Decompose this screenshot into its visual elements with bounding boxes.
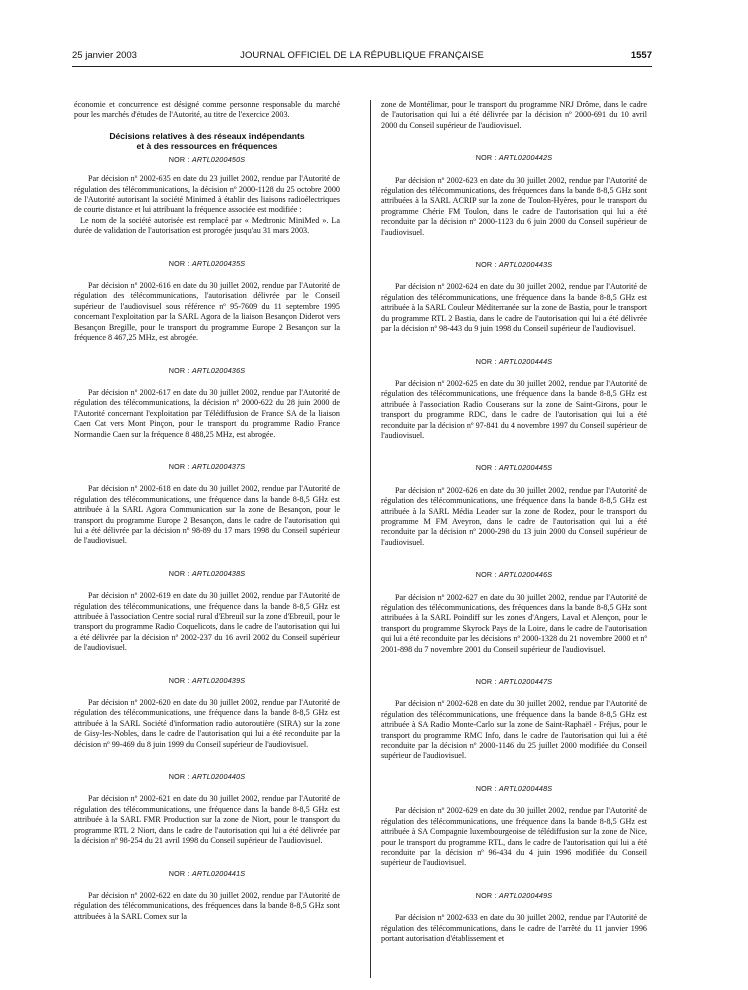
nor-label: NOR : (475, 463, 497, 473)
issue-date: 25 janvier 2003 (72, 50, 137, 61)
nor-label: NOR : (475, 356, 497, 366)
nor-code: ARTL0200442S (498, 153, 553, 163)
nor-reference (74, 869, 340, 879)
nor-code: ARTL0200437S (191, 461, 246, 471)
decision-paragraph: Par décision nº 2002-623 en date du 30 juillet 2002, rendue par l'Autorité de régulation des télécommunications, des fréquences dans la bande 8-8,5 GHz sont attribuées à la SARL ACRIP sur la zone de Toulon-Hyères, pour le transport du programme Chérie FM Toulon, dans le cadre de l'autorisation qui lui a été reconduite par la décision nº 2000-1123 du 6 juin 2000 du Conseil supérieur de l'audiovisuel. (381, 175, 647, 237)
section-title-line: Décisions relatives à des réseaux indépendants (109, 130, 305, 141)
nor-reference (74, 259, 340, 269)
nor-reference (381, 570, 647, 580)
nor-label: NOR : (168, 365, 190, 375)
decision-paragraph: Par décision nº 2002-617 en date du 30 juillet 2002, rendue par l'Autorité de régulation des télécommunications, la décision nº 2000-622 du 28 juin 2000 de l'Autorité concernant l'exploitation par Télédiffusion de France SA de la liaison Caen Cat vers Mont Pinçon, pour le transport du programme Radio France Normandie Caen sur la fréquence 8 488,25 MHz, est abrogée. (74, 387, 340, 439)
nor-reference (74, 676, 340, 686)
journal-title: JOURNAL OFFICIEL DE LA RÉPUBLIQUE FRANÇAISE (240, 50, 484, 61)
nor-label: NOR : (168, 772, 190, 782)
nor-code: ARTL0200436S (191, 365, 246, 375)
nor-label: NOR : (168, 461, 190, 471)
nor-label: NOR : (475, 783, 497, 793)
nor-reference (381, 677, 647, 687)
intro-paragraph: économie et concurrence est désigné comme personne responsable du marché pour les marchés d'études de l'Autorité, au titre de l'exercice 2003. (74, 100, 340, 120)
decision-paragraph: Par décision nº 2002-627 en date du 30 juillet 2002, rendue par l'Autorité de régulation des télécommunications, des fréquences dans la bande 8-8,5 GHz sont attribuées à la SARL Poindiff sur les zones d'Angers, Laval et Alençon, pour le transport du programme Skyrock Pays de la Loire, dans le cadre de l'autorisation qui lui a été reconduite par les décisions nº 2000-1328 du 21 novembre 2000 et nº 2001-898 du 7 novembre 2001 du Conseil supérieur de l'audiovisuel. (381, 592, 647, 654)
nor-label: NOR : (168, 258, 190, 268)
nor-label: NOR : (168, 154, 190, 164)
page-header (72, 50, 652, 64)
nor-code: ARTL0200449S (498, 890, 553, 900)
nor-code: ARTL0200450S (191, 154, 246, 164)
nor-reference (381, 784, 647, 794)
decision-paragraph: Par décision nº 2002-628 en date du 30 juillet 2002, rendue par l'Autorité de régulation des télécommunications, une fréquence dans la bande 8-8,5 GHz est attribuée à SA Radio Monte-Carlo sur la zone de Saint-Raphaël - Fréjus, pour le transport du programme RMC Info, dans le cadre de l'autorisation qui lui a été reconduite par la décision nº 2000-1146 du 25 juillet 2000 modifiée du Conseil supérieur de l'audiovisuel. (381, 699, 647, 761)
continued-paragraph: zone de Montélimar, pour le transport du programme NRJ Drôme, dans le cadre de l'autorisation qui lui a été délivrée par la décision nº 2000-691 du 10 avril 2000 du Conseil supérieur de l'audiovisuel. (381, 100, 647, 130)
nor-label: NOR : (168, 675, 190, 685)
decision-paragraph: Par décision nº 2002-620 en date du 30 juillet 2002, rendue par l'Autorité de régulation des télécommunications, une fréquence dans la bande 8-8,5 GHz est attribuée à la SARL Société d'information radio autoroutière (SIRA) sur la zone de Gisy-les-Nobles, dans le cadre de l'autorisation qui lui a été reconduite par la décision nº 99-469 du 8 juin 1999 du Conseil supérieur de l'audiovisuel. (74, 698, 340, 749)
nor-code: ARTL0200447S (498, 677, 553, 687)
right-column (381, 100, 647, 944)
decision-paragraph: Le nom de la société autorisée est remplacé par « Medtronic MiniMed ». La durée de validation de l'autorisation est prorogée jusqu'au 31 mars 2003. (74, 215, 340, 236)
decision-paragraph: Par décision nº 2002-619 en date du 30 juillet 2002, rendue par l'Autorité de régulation des télécommunications, une fréquence dans la bande 8-8,5 GHz est attribuée à l'association Centre social rural d'Ebreuil sur la zone d'Ebreuil, pour le transport du programme Radio Coquelicots, dans le cadre de l'autorisation qui lui a été délivrée par la décision nº 2002-237 du 16 avril 2002 du Conseil supérieur de l'audiovisuel. (74, 591, 340, 653)
nor-reference (74, 462, 340, 472)
nor-label: NOR : (475, 153, 497, 163)
decision-paragraph: Par décision nº 2002-635 en date du 23 juillet 2002, rendue par l'Autorité de régulation des télécommunications, la décision nº 2000-1128 du 25 octobre 2000 de l'Autorité autorisant la société Minimed à établir des liaisons radioélectriques de courte distance et lui attribuant la fréquence associée est modifiée : (74, 174, 340, 215)
nor-reference (381, 153, 647, 163)
nor-reference (381, 463, 647, 473)
nor-reference (74, 569, 340, 579)
nor-code: ARTL0200443S (498, 260, 553, 270)
decision-paragraph: Par décision nº 2002-622 en date du 30 juillet 2002, rendue par l'Autorité de régulation des télécommunications, des fréquences dans la bande 8-8,5 GHz sont attribuées à la SARL Comex sur la (74, 890, 340, 921)
decision-paragraph: Par décision nº 2002-629 en date du 30 juillet 2002, rendue par l'Autorité de régulation des télécommunications, une fréquence dans la bande 8-8,5 GHz est attribuée à SA Compagnie luxembourgeoise de télédiffusion sur la zone de Nice, pour le transport du programme RTL, dans le cadre de l'autorisation qui lui a été reconduite par la décision nº 96-434 du 4 juin 1996 modifiée du Conseil supérieur de l'audiovisuel. (381, 806, 647, 868)
decision-paragraph: Par décision nº 2002-621 en date du 30 juillet 2002, rendue par l'Autorité de régulation des télécommunications, une fréquence dans la bande 8-8,5 GHz est attribuée à la SARL FMR Production sur la zone de Niort, pour le transport du programme RTL 2 Niort, dans le cadre de l'autorisation qui lui a été délivrée par la décision nº 98-254 du 21 avril 1998 du Conseil supérieur de l'audiovisuel. (74, 794, 340, 846)
decision-paragraph: Par décision nº 2002-625 en date du 30 juillet 2002, rendue par l'Autorité de régulation des télécommunications, une fréquence dans la bande 8-8,5 GHz est attribuée à l'association Radio Couserans sur la zone de Saint-Girons, pour le transport du programme RDC, dans le cadre de l'autorisation qui lui a été reconduite par la décision nº 97-841 du 4 novembre 1997 du Conseil supérieur de l'audiovisuel. (381, 378, 647, 440)
section-title-line: et à des ressources en fréquences (136, 141, 278, 152)
left-column (74, 100, 340, 922)
decision-paragraph: Par décision nº 2002-633 en date du 30 juillet 2002, rendue par l'Autorité de régulation des télécommunications, dans le cadre de l'arrêté du 11 janvier 1996 portant autorisation d'établissement et (381, 913, 647, 943)
column-divider (370, 100, 371, 978)
page-number: 1557 (630, 50, 652, 61)
nor-code: ARTL0200446S (498, 570, 553, 580)
nor-label: NOR : (168, 568, 190, 578)
nor-code: ARTL0200441S (191, 868, 246, 878)
nor-reference (74, 366, 340, 376)
decision-paragraph: Par décision nº 2002-616 en date du 30 juillet 2002, rendue par l'Autorité de régulation des télécommunications, l'autorisation délivrée par le Conseil supérieur de l'audiovisuel sous référence nº 95-7609 du 11 septembre 1995 concernant l'exploitation par la SARL Agora de la liaison Besançon Diderot vers Besançon Bregille, pour le transport du programme Europe 2 Besançon sur la fréquence 8 467,25 MHz, est abrogée. (74, 281, 340, 343)
decision-paragraph: Par décision nº 2002-624 en date du 30 juillet 2002, rendue par l'Autorité de régulation des télécommunications, une fréquence dans la bande 8-8,5 GHz est attribuée à la SARL Couleur Méditerranée sur la zone de Bastia, pour le transport du programme RTL 2 Bastia, dans le cadre de l'autorisation qui lui a été délivrée par la décision nº 98-443 du 9 juin 1998 du Conseil supérieur de l'audiovisuel. (381, 282, 647, 334)
nor-reference (381, 891, 647, 901)
nor-label: NOR : (168, 868, 190, 878)
nor-label: NOR : (475, 260, 497, 270)
nor-code: ARTL0200444S (498, 356, 553, 366)
nor-code: ARTL0200440S (191, 772, 246, 782)
nor-reference (74, 772, 340, 782)
nor-reference (74, 155, 340, 165)
decision-paragraph: Par décision nº 2002-626 en date du 30 juillet 2002, rendue par l'Autorité de régulation des télécommunications, une fréquence dans la bande 8-8,5 GHz est attribuée à la SARL Média Leader sur la zone de Rodez, pour le transport du programme M FM Aveyron, dans le cadre de l'autorisation qui lui a été reconduite par la décision nº 2000-298 du 13 juin 2000 du Conseil supérieur de l'audiovisuel. (381, 485, 647, 547)
nor-reference (381, 357, 647, 367)
nor-code: ARTL0200438S (191, 568, 246, 578)
nor-label: NOR : (475, 570, 497, 580)
nor-code: ARTL0200439S (191, 675, 246, 685)
nor-code: ARTL0200448S (498, 783, 553, 793)
nor-code: ARTL0200435S (191, 258, 246, 268)
nor-label: NOR : (475, 890, 497, 900)
nor-code: ARTL0200445S (498, 463, 553, 473)
decision-paragraph: Par décision nº 2002-618 en date du 30 juillet 2002, rendue par l'Autorité de régulation des télécommunications, une fréquence dans la bande 8-8,5 GHz est attribuée à la SARL Agora Communication sur la zone de Besançon, pour le transport du programme Europe 2 Besançon, dans le cadre de l'autorisation qui lui a été délivrée par la décision nº 98-89 du 17 mars 1998 du Conseil supérieur de l'audiovisuel. (74, 484, 340, 546)
section-title (74, 131, 340, 152)
nor-reference (381, 260, 647, 270)
header-rule (72, 66, 652, 67)
nor-label: NOR : (475, 677, 497, 687)
